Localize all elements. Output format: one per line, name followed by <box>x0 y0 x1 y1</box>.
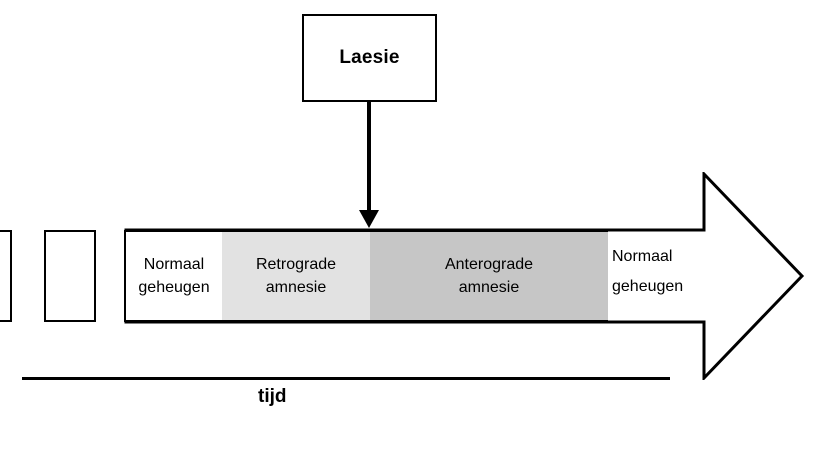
segment-normal-left <box>124 230 222 322</box>
segment-anterograde-amnesia <box>370 230 608 322</box>
segment-retrograde-line2: amnesie <box>265 279 327 296</box>
segment-retrograde-line1: Retrograde <box>255 255 337 273</box>
segment-normal-right-line2: geheugen <box>612 278 684 296</box>
segment-anterograde-text <box>445 253 533 299</box>
left-fragment-box-1 <box>0 230 12 322</box>
lesion-label: Laesie <box>339 47 400 68</box>
memory-band <box>124 230 608 322</box>
lesion-box <box>302 14 437 102</box>
segment-anterograde-line1: Anterograde <box>444 255 534 273</box>
segment-normal-right <box>612 242 732 303</box>
time-axis-label: tijd <box>258 386 287 407</box>
segment-retrograde-text <box>256 253 336 299</box>
segment-normal-left-text <box>138 253 209 299</box>
segment-normal-right-line1: Normaal <box>612 248 673 265</box>
time-axis-line <box>22 377 670 380</box>
segment-anterograde-line2: amnesie <box>458 279 520 296</box>
segment-normal-left-line1: Normaal <box>143 255 205 273</box>
segment-normal-left-line2: geheugen <box>138 279 210 296</box>
segment-retrograde-amnesia <box>222 230 370 322</box>
left-fragment-box-2 <box>44 230 96 322</box>
